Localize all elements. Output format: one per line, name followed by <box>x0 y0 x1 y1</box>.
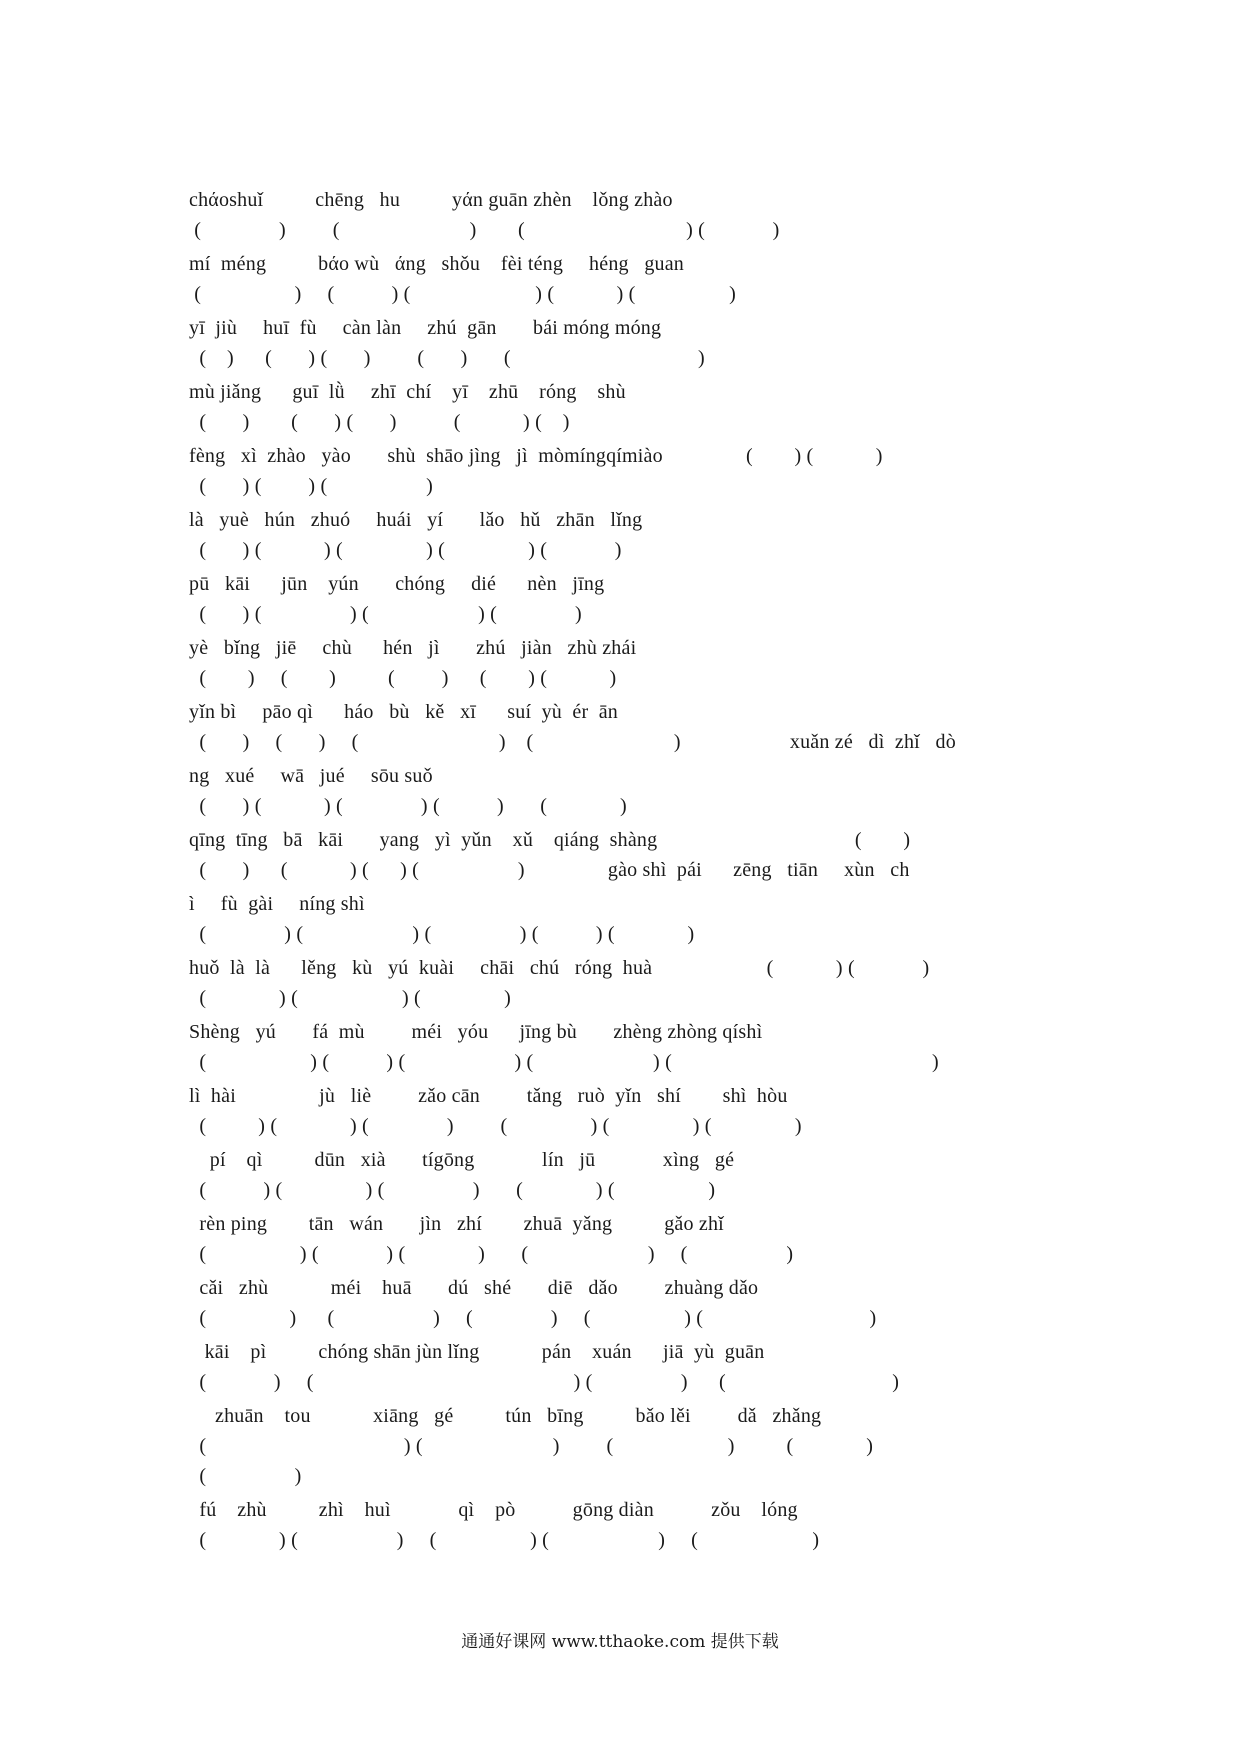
pinyin-line-7: pū kāi jūn yún chóng dié nèn jīng <box>189 573 605 595</box>
answer-blank-line-19: ( ) ( ) ( ) ( ) <box>189 1371 900 1393</box>
answer-blank-line-2: ( ) ( ) ( ) ( ) ( ) <box>189 283 737 305</box>
answer-blank-line-20: ( ) ( ) ( ) ( ) <box>189 1435 874 1457</box>
answer-blank-line-4: ( ) ( ) ( ) ( ) ( ) <box>189 411 570 433</box>
answer-blank-line-20b: ( ) <box>189 1465 302 1487</box>
answer-blank-line-12: ( ) ( ) ( ) ( ) ( ) <box>189 923 695 945</box>
pinyin-line-3: yī jiù huī fù càn làn zhú gān bái móng móng <box>189 317 662 339</box>
answer-blank-line-5: ( ) ( ) ( ) <box>189 475 433 497</box>
pinyin-line-9: yǐn bì pāo qì háo bù kě xī suí yù ér ān <box>189 701 619 723</box>
pinyin-line-17: rèn ping tān wán jìn zhí zhuā yǎng gǎo zhǐ <box>189 1213 724 1235</box>
answer-blank-line-7: ( ) ( ) ( ) ( ) <box>189 603 582 625</box>
pinyin-line-20: zhuān tou xiāng gé tún bīng bǎo lěi dǎ zhǎng <box>189 1405 822 1427</box>
pinyin-line-18: cǎi zhù méi huā dú shé diē dǎo zhuàng dǎo <box>189 1277 759 1299</box>
pinyin-line-5: fèng xì zhào yào shù shāo jìng jì mòmíngqímiào ( ) ( ) <box>189 445 883 467</box>
pinyin-line-14: Shèng yú fá mù méi yóu jīng bù zhèng zhòng qíshì <box>189 1021 763 1043</box>
answer-blank-line-3: ( ) ( ) ( ) ( ) ( ) <box>189 347 705 369</box>
answer-blank-line-9: ( ) ( ) ( ) ( ) xuǎn zé dì zhǐ dò <box>189 731 956 753</box>
pinyin-line-6: là yuè hún zhuó huái yí lǎo hǔ zhān lǐng <box>189 509 643 531</box>
answer-blank-line-14: ( ) ( ) ( ) ( ) ( ) <box>189 1051 939 1073</box>
pinyin-line-19: kāi pì chóng shān jùn lǐng pán xuán jiā yù guān <box>189 1341 765 1363</box>
answer-blank-line-17: ( ) ( ) ( ) ( ) ( ) <box>189 1243 794 1265</box>
answer-blank-line-21: ( ) ( ) ( ) ( ) ( ) <box>189 1529 820 1551</box>
pinyin-line-15: lì hài jù liè zǎo cān tǎng ruò yǐn shí shì hòu <box>189 1085 788 1107</box>
pinyin-line-13: huǒ là là lěng kù yú kuài chāi chú róng huà ( ) ( ) <box>189 957 930 979</box>
answer-blank-line-1: ( ) ( ) ( ) ( ) <box>189 219 780 241</box>
download-footer: 通通好课网 www.tthaoke.com 提供下载 <box>461 1632 779 1652</box>
answer-blank-line-13: ( ) ( ) ( ) <box>189 987 511 1009</box>
pinyin-line-12: ì fù gài níng shì <box>189 893 365 915</box>
answer-blank-line-11: ( ) ( ) ( ) ( ) gào shì pái zēng tiān xùn ch <box>189 859 910 881</box>
answer-blank-line-8: ( ) ( ) ( ) ( ) ( ) <box>189 667 617 689</box>
answer-blank-line-15: ( ) ( ) ( ) ( ) ( ) ( ) <box>189 1115 802 1137</box>
pinyin-line-4: mù jiǎng guī lǜ zhī chí yī zhū róng shù <box>189 381 626 403</box>
pinyin-line-10: ng xué wā jué sōu suǒ <box>189 765 433 787</box>
answer-blank-line-6: ( ) ( ) ( ) ( ) ( ) <box>189 539 622 561</box>
pinyin-line-1: chάoshuǐ chēng hu yάn guān zhèn lǒng zhào <box>189 189 673 211</box>
answer-blank-line-16: ( ) ( ) ( ) ( ) ( ) <box>189 1179 716 1201</box>
answer-blank-line-18: ( ) ( ) ( ) ( ) ( ) <box>189 1307 877 1329</box>
answer-blank-line-10: ( ) ( ) ( ) ( ) ( ) <box>189 795 627 817</box>
pinyin-line-16: pí qì dūn xià tígōng lín jū xìng gé <box>189 1149 735 1171</box>
pinyin-line-11: qīng tīng bā kāi yang yì yǔn xǔ qiáng shàng ( ) <box>189 829 911 851</box>
pinyin-line-21: fú zhù zhì huì qì pò gōng diàn zǒu lóng <box>189 1499 798 1521</box>
pinyin-line-2: mí méng bάo wù άng shǒu fèi téng héng guan <box>189 253 685 275</box>
pinyin-line-8: yè bǐng jiē chù hén jì zhú jiàn zhù zhái <box>189 637 637 659</box>
